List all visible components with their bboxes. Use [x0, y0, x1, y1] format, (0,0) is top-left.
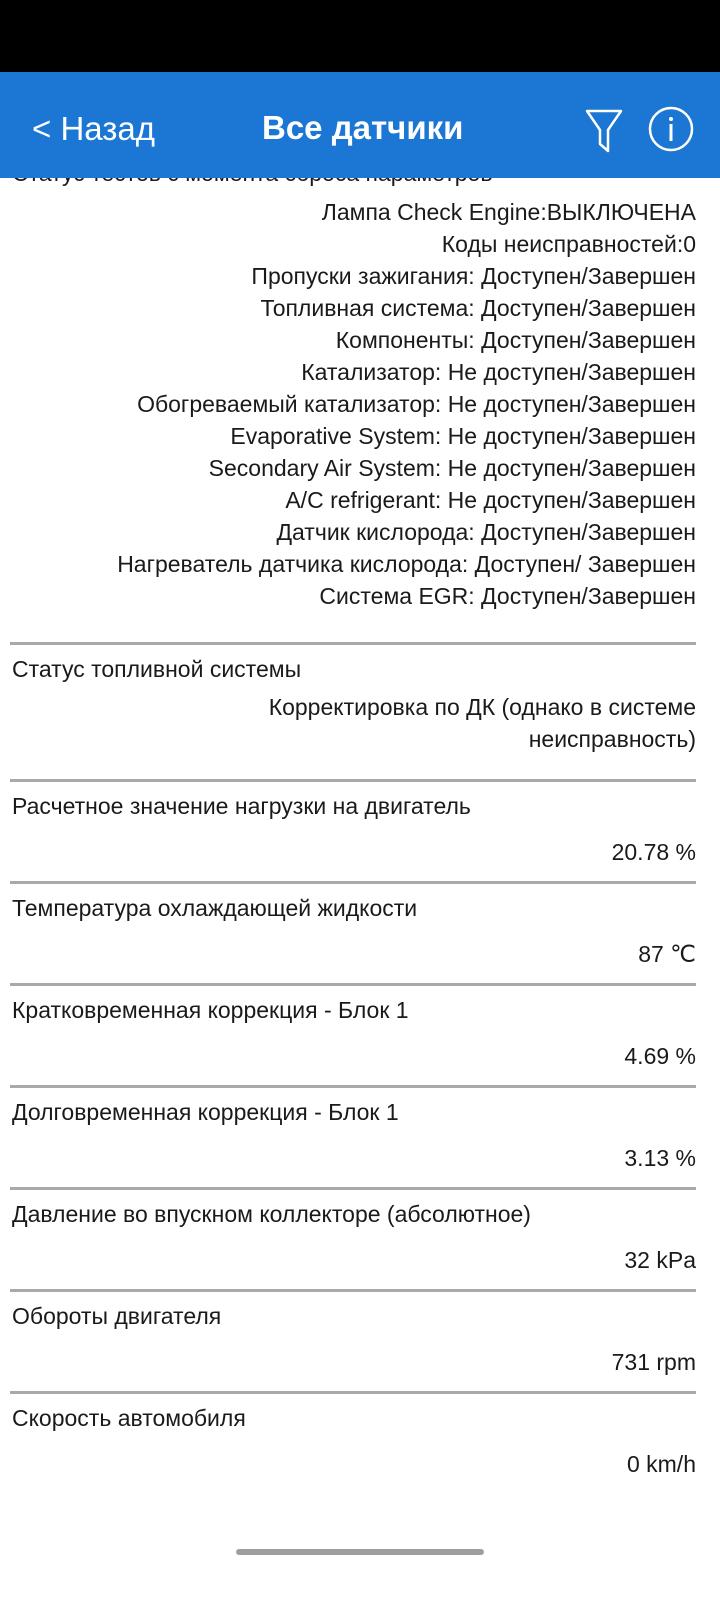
sensor-label: Расчетное значение нагрузки на двигатель — [12, 793, 471, 819]
test-status-line: Коды неисправностей:0 — [441, 231, 696, 257]
sensor-row — [0, 1292, 720, 1391]
test-status-line: Катализатор: Не доступен/Завершен — [301, 359, 696, 385]
sensor-value: 0 km/h — [626, 1451, 696, 1477]
back-button[interactable]: < Назад — [32, 110, 155, 147]
sensor-row — [0, 986, 720, 1085]
gesture-handle[interactable] — [236, 1549, 484, 1555]
sensor-value: 32 kPa — [624, 1247, 696, 1273]
test-status-line: A/C refrigerant: Не доступен/Завершен — [285, 487, 696, 513]
info-icon[interactable] — [648, 106, 694, 152]
filter-icon[interactable] — [584, 108, 624, 154]
sensor-value: 20.78 % — [611, 839, 696, 865]
tests-status-list — [0, 196, 720, 612]
test-status-line: Лампа Check Engine:ВЫКЛЮЧЕНА — [321, 199, 696, 225]
sensor-value: 3.13 % — [624, 1145, 696, 1171]
test-status-line: Топливная система: Доступен/Завершен — [260, 295, 696, 321]
sensor-label: Кратковременная коррекция - Блок 1 — [12, 997, 409, 1023]
sensor-row — [0, 645, 720, 779]
test-status-line: Пропуски зажигания: Доступен/Завершен — [251, 263, 696, 289]
sensor-value: 4.69 % — [624, 1043, 696, 1069]
test-status-line: Система EGR: Доступен/Завершен — [319, 583, 696, 609]
sensor-row — [0, 782, 720, 881]
sensor-row — [0, 1088, 720, 1187]
sensor-row — [0, 1394, 720, 1493]
test-status-line: Обогреваемый катализатор: Не доступен/Завершен — [137, 391, 696, 417]
test-status-line: Evaporative System: Не доступен/Завершен — [230, 423, 696, 449]
sensor-label: Давление во впускном коллекторе (абсолютное) — [12, 1201, 531, 1227]
sensor-value: 87 ℃ — [638, 941, 696, 967]
status-bar — [0, 0, 720, 72]
test-status-line: Нагреватель датчика кислорода: Доступен/ Завершен — [117, 551, 696, 577]
sensor-label: Скорость автомобиля — [12, 1405, 246, 1431]
app-header — [0, 72, 720, 178]
sensor-row — [0, 884, 720, 983]
sensor-label: Статус топливной системы — [12, 656, 302, 682]
test-status-line: Компоненты: Доступен/Завершен — [335, 327, 696, 353]
sensor-list[interactable] — [0, 178, 720, 1568]
sensor-value: 731 rpm — [611, 1349, 696, 1375]
test-status-line: Датчик кислорода: Доступен/Завершен — [276, 519, 696, 545]
sensor-label: Долговременная коррекция - Блок 1 — [12, 1099, 399, 1125]
sensor-value: Корректировка по ДК (однако в системе неисправность) — [268, 694, 696, 752]
page-title: Все датчики — [262, 109, 464, 146]
sensor-label: Температура охлаждающей жидкости — [12, 895, 418, 921]
sensor-label: Обороты двигателя — [12, 1303, 222, 1329]
sensor-row — [0, 1190, 720, 1289]
test-status-line: Secondary Air System: Не доступен/Завершен — [208, 455, 696, 481]
